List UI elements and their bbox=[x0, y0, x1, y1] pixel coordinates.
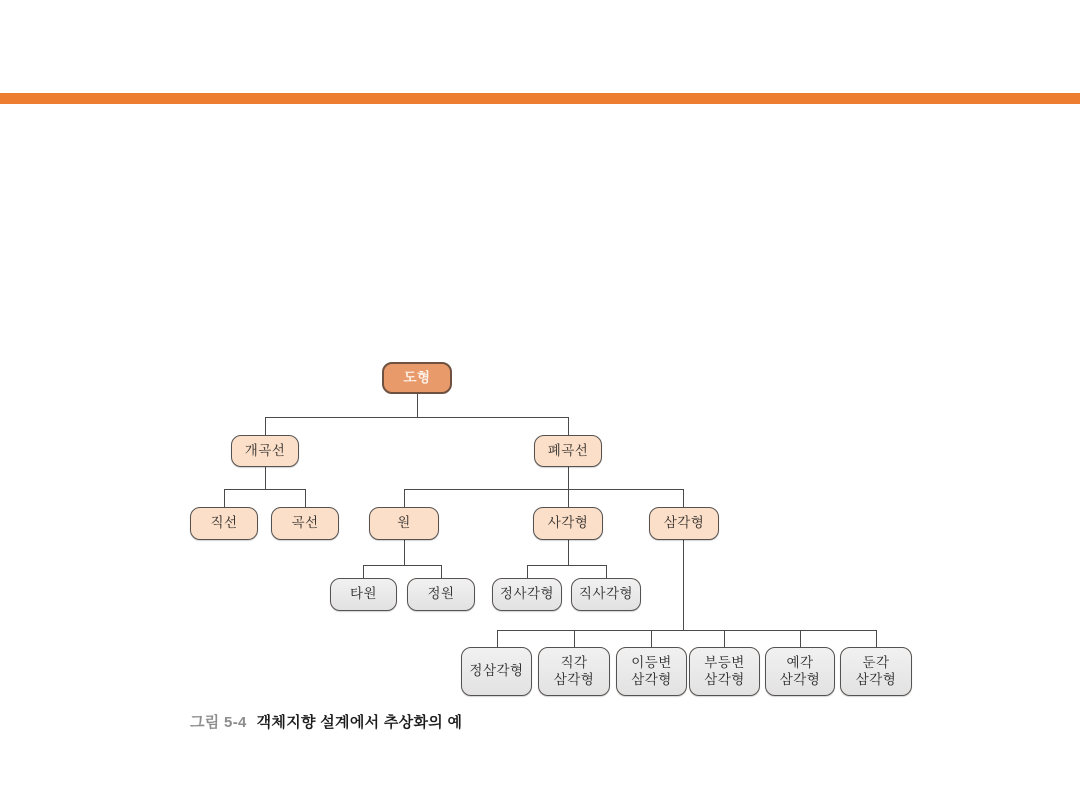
connector-line bbox=[417, 393, 418, 417]
connector-line bbox=[527, 565, 528, 578]
connector-line bbox=[683, 540, 684, 630]
connector-line bbox=[404, 489, 684, 490]
figure-caption-title: 객체지향 설계에서 추상화의 예 bbox=[256, 714, 463, 731]
connector-line bbox=[363, 565, 441, 566]
tree-node-right-triangle: 직각 삼각형 bbox=[538, 647, 610, 696]
tree-node-obtuse-triangle: 둔각 삼각형 bbox=[840, 647, 912, 696]
connector-line bbox=[724, 630, 725, 647]
slide-accent-bar bbox=[0, 93, 1080, 104]
connector-line bbox=[800, 630, 801, 647]
connector-line bbox=[683, 489, 684, 507]
connector-line bbox=[527, 565, 606, 566]
tree-node-perfect-circle: 정원 bbox=[407, 578, 475, 611]
tree-node-shape: 도형 bbox=[382, 362, 452, 394]
tree-node-square: 정사각형 bbox=[492, 578, 562, 611]
tree-node-ellipse: 타원 bbox=[330, 578, 397, 611]
tree-node-closed-curve: 폐곡선 bbox=[534, 435, 602, 467]
connector-line bbox=[265, 417, 266, 435]
connector-line bbox=[568, 417, 569, 435]
tree-node-scalene-triangle: 부등변 삼각형 bbox=[689, 647, 760, 696]
tree-node-equilateral-triangle: 정삼각형 bbox=[461, 647, 532, 696]
connector-line bbox=[497, 630, 876, 631]
figure-caption bbox=[190, 711, 462, 732]
tree-node-curve: 곡선 bbox=[271, 507, 339, 540]
connector-line bbox=[651, 630, 652, 647]
tree-node-acute-triangle: 예각 삼각형 bbox=[765, 647, 835, 696]
connector-line bbox=[305, 489, 306, 507]
figure-caption-label: 그림 5-4 bbox=[190, 714, 247, 731]
connector-line bbox=[568, 540, 569, 565]
tree-node-triangle: 삼각형 bbox=[649, 507, 719, 540]
connector-line bbox=[497, 630, 498, 647]
tree-node-circle: 원 bbox=[369, 507, 439, 540]
connector-line bbox=[404, 489, 405, 507]
tree-node-open-curve: 개곡선 bbox=[231, 435, 299, 467]
connector-line bbox=[876, 630, 877, 647]
connector-line bbox=[224, 489, 225, 507]
connector-line bbox=[606, 565, 607, 578]
connector-line bbox=[363, 565, 364, 578]
tree-node-straight-line: 직선 bbox=[190, 507, 258, 540]
connector-line bbox=[568, 467, 569, 489]
connector-line bbox=[568, 489, 569, 507]
connector-line bbox=[265, 417, 569, 418]
tree-node-quadrilateral: 사각형 bbox=[533, 507, 603, 540]
connector-line bbox=[574, 630, 575, 647]
connector-line bbox=[224, 489, 306, 490]
tree-node-rectangle: 직사각형 bbox=[571, 578, 641, 611]
connector-line bbox=[265, 467, 266, 489]
tree-node-isosceles-triangle: 이등변 삼각형 bbox=[616, 647, 687, 696]
connector-line bbox=[441, 565, 442, 578]
connector-line bbox=[404, 540, 405, 565]
